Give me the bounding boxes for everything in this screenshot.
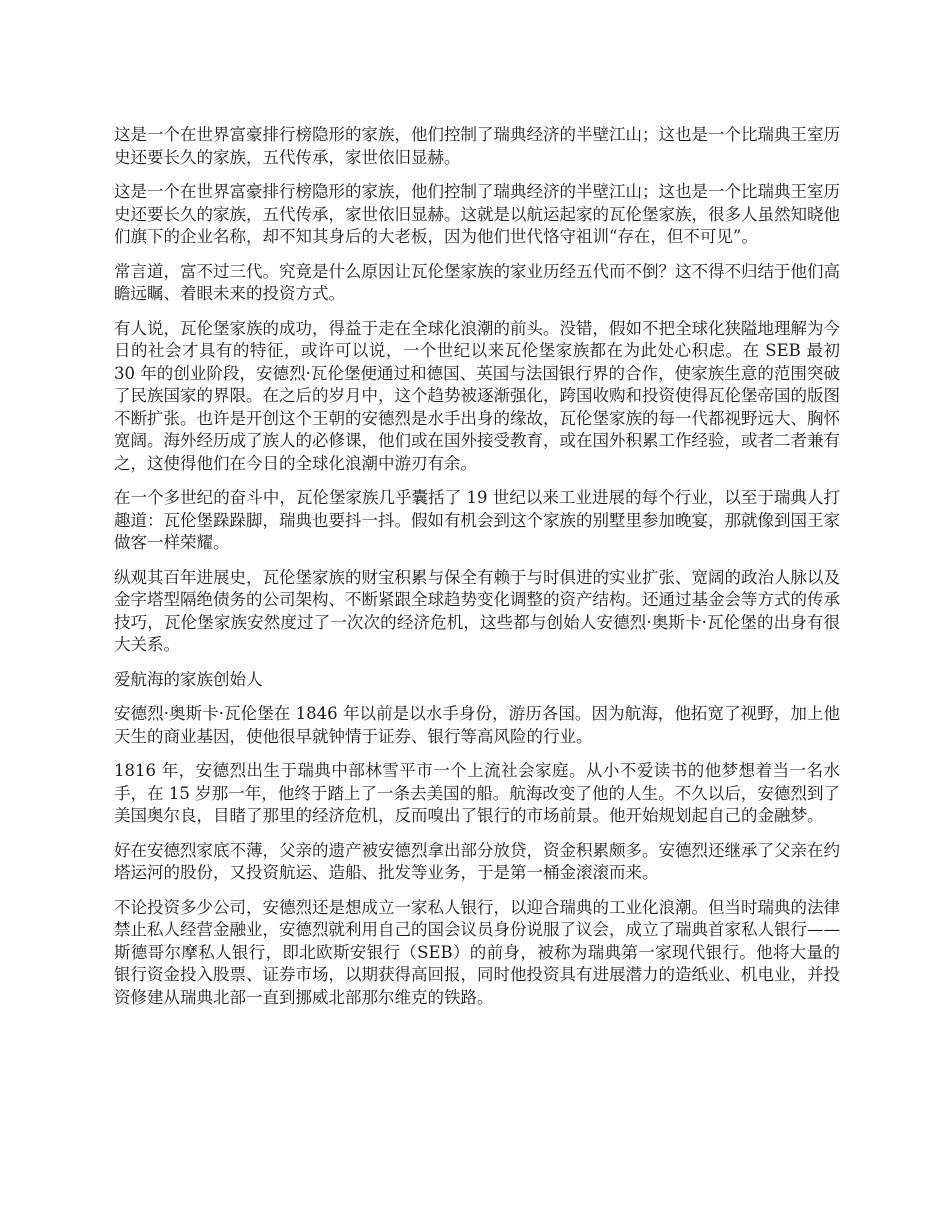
paragraph-intro: 这是一个在世界富豪排行榜隐形的家族，他们控制了瑞典经济的半壁江山；这也是一个比瑞典王室历史还要长久的家族，五代传承，家世依旧显赫。	[114, 125, 840, 167]
paragraph-globalization: 有人说，瓦伦堡家族的成功，得益于走在全球化浪潮的前头。没错，假如不把全球化狭隘地理解为今日的社会才具有的特征，或许可以说，一个世纪以来瓦伦堡家族都在为此处心积虑。在 SEB 最初 30 年的创业阶段，安德烈·瓦伦堡便通过和德国、英国与法国银行界的合作，使家族生意的范围突破了民族国家的界限。在之后的岁月中，这个趋势被逐渐强化，跨国收购和投资使得瓦伦堡帝国的版图不断扩张。也许是开创这个王朝的安德烈是水手出身的缘故，瓦伦堡家族的每一代都视野远大、胸怀宽阔。海外经历成了族人的必修课，他们或在国外接受教育，或在国外积累工作经验，或者二者兼有之，这使得他们在今日的全球化浪潮中游刃有余。	[114, 318, 840, 473]
article-body	[114, 124, 840, 1021]
paragraph-first-fortune: 好在安德烈家底不薄，父亲的遗产被安德烈拿出部分放贷，资金积累颇多。安德烈还继承了父亲在约塔运河的股份，又投资航运、造船、批发等业务，于是第一桶金滚滚而来。	[114, 840, 840, 882]
paragraph-founder-birth: 1816 年，安德烈出生于瑞典中部林雪平市一个上流社会家庭。从小不爱读书的他梦想着当一名水手，在 15 岁那一年，他终于踏上了一条去美国的船。航海改变了他的人生。不久以后，安德烈到了美国奥尔良，目睹了那里的经济危机，反而嗅出了银行的市场前景。他开始规划起自己的金融梦。	[114, 761, 840, 825]
section-heading: 爱航海的家族创始人	[114, 669, 263, 689]
paragraph-family-overview: 这是一个在世界富豪排行榜隐形的家族，他们控制了瑞典经济的半壁江山；这也是一个比瑞典王室历史还要长久的家族，五代传承，家世依旧显赫。这就是以航运起家的瓦伦堡家族，很多人虽然知晓他们旗下的企业名称，却不知其身后的大老板，因为他们世代恪守祖训“存在，但不可见”。	[114, 182, 840, 246]
paragraph-private-bank: 不论投资多少公司，安德烈还是想成立一家私人银行，以迎合瑞典的工业化浪潮。但当时瑞典的法律禁止私人经营金融业，安德烈就利用自己的国会议员身份说服了议会，成立了瑞典首家私人银行——斯德哥尔摩私人银行，即北欧斯安银行（SEB）的前身，被称为瑞典第一家现代银行。他将大量的银行资金投入股票、证券市场，以期获得高回报，同时他投资具有进展潜力的造纸业、机电业，并投资修建从瑞典北部一直到挪威北部那尔维克的铁路。	[114, 897, 840, 1007]
paragraph-industry-reach: 在一个多世纪的奋斗中，瓦伦堡家族几乎囊括了 19 世纪以来工业进展的每个行业，以至于瑞典人打趣道：瓦伦堡跺跺脚，瑞典也要抖一抖。假如有机会到这个家族的别墅里参加晚宴，那就像到国王家做客一样荣耀。	[114, 488, 840, 552]
paragraph-wealth-history: 纵观其百年进展史，瓦伦堡家族的财宝积累与保全有赖于与时俱进的实业扩张、宽阔的政治人脉以及金字塔型隔绝债务的公司架构、不断紧跟全球趋势变化调整的资产结构。还通过基金会等方式的传承技巧，瓦伦堡家族安然度过了一次次的经济危机，这些都与创始人安德烈·奥斯卡·瓦伦堡的出身有很大关系。	[114, 567, 840, 654]
paragraph-three-generations: 常言道，富不过三代。究竟是什么原因让瓦伦堡家族的家业历经五代而不倒？这不得不归结于他们高瞻远瞩、着眼未来的投资方式。	[114, 261, 840, 303]
paragraph-founder-sailor: 安德烈·奥斯卡·瓦伦堡在 1846 年以前是以水手身份，游历各国。因为航海，他拓宽了视野，加上他天生的商业基因，使他很早就钟情于证券、银行等高风险的行业。	[114, 704, 840, 746]
